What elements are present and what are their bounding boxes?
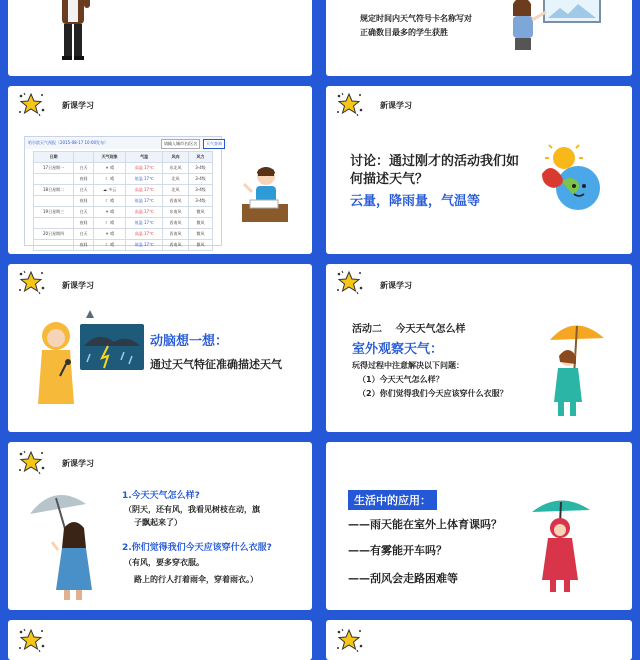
table-cell: 3-4级 — [189, 163, 213, 174]
table-cell: 高温 17℃ — [126, 185, 163, 196]
application-line-1: ——雨天能在室外上体育课吗？ — [348, 518, 502, 531]
girl-umbrella-illustration — [544, 318, 610, 422]
girl-umbrella-illustration — [26, 486, 106, 604]
discussion-answer: 云量，降雨量，气温等 — [350, 194, 481, 209]
think-body: 通过天气特征准确描述天气 — [150, 358, 282, 371]
table-row — [34, 240, 213, 251]
star-logo-icon — [18, 628, 46, 654]
table-cell — [34, 240, 74, 251]
slide-9[interactable] — [8, 620, 312, 660]
star-logo-icon — [336, 92, 364, 118]
girl-teacher-board-illustration — [504, 0, 604, 58]
city-search-input[interactable]: 请输入城市名/区名 — [161, 139, 200, 149]
slide-2[interactable] — [326, 0, 632, 76]
activity-heading: 室外观察天气： — [352, 342, 444, 357]
moon-icon: ☾ — [105, 242, 111, 247]
answer-2-line1: （有风，要多穿衣服。 — [124, 558, 204, 567]
cloud-icon: ☁ — [103, 187, 109, 192]
slide-6[interactable] — [326, 264, 632, 432]
activity-question-2: （2）你们觉得我们今天应该穿什么衣服？ — [358, 389, 508, 398]
moon-icon: ☾ — [105, 220, 111, 225]
table-cell: ☀ 晴 — [94, 229, 126, 240]
reporter-storm-illustration — [28, 306, 148, 410]
sun-icon: ☀ — [105, 231, 111, 236]
table-cell: ☾ 晴 — [94, 196, 126, 207]
table-cell: 微风 — [189, 207, 213, 218]
table-cell: 高温 17℃ — [126, 229, 163, 240]
table-cell: 白天 — [74, 229, 94, 240]
weather-table-titlebar — [25, 137, 221, 149]
table-cell — [34, 196, 74, 207]
slide-10[interactable] — [326, 620, 632, 660]
teacher-illustration — [48, 0, 98, 62]
star-logo-icon — [336, 270, 364, 296]
weather-table-title: 哈尔滨天气预报（2015-08-17 10:00发布） — [28, 140, 109, 145]
table-cell: 19日星期三 — [34, 207, 74, 218]
table-cell: 北风 — [162, 185, 188, 196]
table-cell: 北风 — [162, 174, 188, 185]
table-cell: 20日星期四 — [34, 229, 74, 240]
table-cell: 西南风 — [162, 240, 188, 251]
table-cell: 低温 17℃ — [126, 174, 163, 185]
table-cell: 东南风 — [162, 207, 188, 218]
table-cell: 17日星期一 — [34, 163, 74, 174]
table-cell: ☀ 晴 — [94, 207, 126, 218]
column-header: 风力 — [189, 152, 213, 163]
section-label: 新课学习 — [62, 101, 94, 110]
table-cell: 西南风 — [162, 196, 188, 207]
activity-intro: 玩得过程中注意解决以下问题： — [352, 361, 464, 370]
slide-3[interactable] — [8, 86, 312, 254]
table-row — [34, 218, 213, 229]
table-cell: 高温 17℃ — [126, 163, 163, 174]
application-line-2: ——有雾能开车吗？ — [348, 544, 447, 557]
answer-1-line2: 子飘起来了） — [134, 518, 182, 527]
table-cell: 3-4级 — [189, 185, 213, 196]
column-header — [74, 152, 94, 163]
table-cell: 白天 — [74, 185, 94, 196]
table-cell: ☁ 多云 — [94, 185, 126, 196]
section-label: 新课学习 — [62, 459, 94, 468]
star-logo-icon — [336, 628, 364, 654]
table-cell: 低温 17℃ — [126, 196, 163, 207]
girl-raincoat-illustration — [524, 494, 596, 598]
table-row — [34, 229, 213, 240]
table-cell: 18日星期二 — [34, 185, 74, 196]
table-cell: 3-4级 — [189, 196, 213, 207]
application-line-3: ——刮风会走路困难等 — [348, 572, 458, 585]
column-header: 日期 — [34, 152, 74, 163]
think-title: 动脑想一想： — [150, 334, 229, 349]
table-cell: 西南风 — [162, 229, 188, 240]
star-logo-icon — [18, 92, 46, 118]
answer-1-line1: （阴天，还有风，我看见树枝在动，旗 — [124, 505, 260, 514]
discussion-question-line1: 讨论：通过刚才的活动我们如 — [350, 154, 520, 169]
table-row — [34, 163, 213, 174]
moon-icon: ☾ — [105, 198, 111, 203]
star-logo-icon — [18, 450, 46, 476]
column-header: 风向 — [162, 152, 188, 163]
column-header: 天气现象 — [94, 152, 126, 163]
table-row — [34, 174, 213, 185]
table-cell: 微风 — [189, 240, 213, 251]
section-label: 新课学习 — [62, 281, 94, 290]
weather-forecast-table — [33, 151, 213, 251]
weather-earth-illustration — [532, 144, 614, 214]
column-header: 气温 — [126, 152, 163, 163]
activity-question-1: （1）今天天气怎么样？ — [358, 375, 444, 384]
slide-5[interactable] — [8, 264, 312, 432]
application-heading: 生活中的应用： — [348, 490, 437, 510]
sun-icon: ☀ — [105, 165, 111, 170]
table-cell — [34, 174, 74, 185]
slide-4[interactable] — [326, 86, 632, 254]
discussion-question-line2: 何描述天气？ — [350, 172, 429, 187]
slide-8[interactable] — [326, 442, 632, 610]
table-cell: 白天 — [74, 207, 94, 218]
table-row — [34, 207, 213, 218]
section-label: 新课学习 — [380, 281, 412, 290]
answer-question-1: 1.今天天气怎么样? — [122, 491, 200, 501]
rule-text-line2: 正确数目最多的学生获胜 — [360, 28, 448, 37]
slide-7[interactable] — [8, 442, 312, 610]
table-cell: ☾ 晴 — [94, 174, 126, 185]
table-cell: 3-4级 — [189, 174, 213, 185]
table-cell: ☾ 晴 — [94, 218, 126, 229]
table-row — [34, 196, 213, 207]
table-cell: 西南风 — [162, 218, 188, 229]
moon-icon: ☾ — [105, 176, 111, 181]
table-cell: 夜间 — [74, 196, 94, 207]
weather-table-panel — [24, 136, 222, 246]
star-logo-icon — [18, 270, 46, 296]
table-header-row — [34, 152, 213, 163]
table-cell: 微风 — [189, 229, 213, 240]
table-cell: 低温 17℃ — [126, 240, 163, 251]
table-cell: 夜间 — [74, 174, 94, 185]
table-cell: 夜间 — [74, 240, 94, 251]
section-label: 新课学习 — [380, 101, 412, 110]
slide-1[interactable] — [8, 0, 312, 76]
table-cell: 夜间 — [74, 218, 94, 229]
boy-reading-illustration — [236, 164, 292, 228]
activity-title: 活动二 今天天气怎么样 — [352, 324, 466, 335]
table-row — [34, 185, 213, 196]
table-cell: 白天 — [74, 163, 94, 174]
table-cell: 东北风 — [162, 163, 188, 174]
answer-question-2: 2.你们觉得我们今天应该穿什么衣服? — [122, 543, 272, 553]
weather-search-button[interactable]: 天气查询 — [203, 139, 225, 149]
rule-text-line1: 规定时间内天气符号卡名称写对 — [360, 14, 472, 23]
table-cell — [34, 218, 74, 229]
table-cell: 高温 17℃ — [126, 207, 163, 218]
table-cell: 微风 — [189, 218, 213, 229]
sun-icon: ☀ — [105, 209, 111, 214]
table-cell: ☾ 晴 — [94, 240, 126, 251]
table-cell: 低温 17℃ — [126, 218, 163, 229]
table-cell: ☀ 晴 — [94, 163, 126, 174]
answer-2-line2: 路上的行人打着雨伞，穿着雨衣。） — [134, 575, 258, 584]
